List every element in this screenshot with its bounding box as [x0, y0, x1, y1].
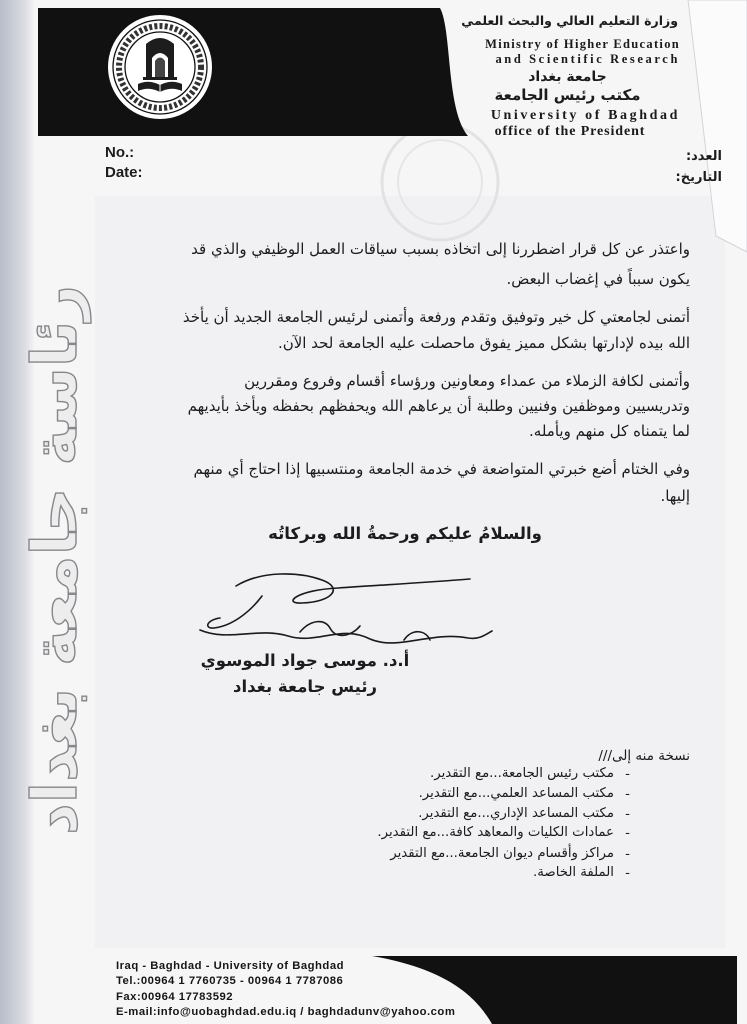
- date-label-ar: التاريخ:: [675, 170, 722, 185]
- list-item: مراكز وأقسام ديوان الجامعة...مع التقدير: [390, 846, 614, 861]
- list-item: مكتب المساعد الإداري...مع التقدير.: [418, 806, 614, 821]
- office-name-ar: مكتب رئيس الجامعة: [494, 86, 641, 104]
- body-line: واعتذر عن كل قرار اضطررنا إلى اتخاذه بسبب سياقات العمل الوظيفي والذي قد: [191, 240, 690, 258]
- list-item: الملفة الخاصة.: [533, 865, 614, 880]
- university-name-en: University of Baghdad: [490, 108, 680, 123]
- footer-fax: Fax:00964 17783592: [116, 991, 234, 1003]
- body-line: يكون سبباً في إغضاب البعض.: [506, 270, 690, 288]
- university-name-ar: جامعة بغداد: [528, 69, 607, 85]
- office-name-en: office of the President: [494, 124, 646, 139]
- footer-email: E-mail:info@uobaghdad.edu.iq / baghdadunv@yahoo.com: [116, 1006, 456, 1018]
- list-bullet: -: [625, 806, 630, 822]
- list-bullet: -: [625, 766, 630, 782]
- header-band: [38, 8, 468, 136]
- body-line: الله بيده لإدارتها بشكل مميز يفوق ماحصلت عليه الجامعة لحد الآن.: [277, 334, 690, 352]
- signatory-title: رئيس جامعة بغداد: [232, 677, 378, 696]
- ministry-name-en-line1: Ministry of Higher Education: [485, 37, 680, 51]
- footer-address: Iraq - Baghdad - University of Baghdad: [116, 960, 345, 972]
- signatory-name: أ.د. موسى جواد الموسوي: [200, 651, 410, 670]
- body-line: لما يتمناه كل منهم ويأمله.: [529, 422, 690, 440]
- date-label: Date:: [105, 164, 143, 181]
- cc-heading: نسخة منه إلى///: [598, 748, 690, 764]
- footer-tel: Tel.:00964 1 7760735 - 00964 1 7787086: [116, 975, 344, 987]
- ministry-name-ar: وزارة التعليم العالي والبحث العلمي: [461, 13, 678, 28]
- list-item: مكتب المساعد العلمي...مع التقدير.: [418, 786, 614, 801]
- body-line: إليها.: [660, 487, 690, 505]
- body-line: وفي الختام أضع خبرتي المتواضعة في خدمة الجامعة ومنتسبيها إذا احتاج أي منهم: [193, 460, 690, 478]
- body-line: وأتمنى لكافة الزملاء من عمداء ومعاونين ورؤساء أقسام وفروع ومقررين: [244, 372, 690, 390]
- ministry-name-en-line2: and Scientific Research: [495, 52, 680, 66]
- number-label-ar: العدد:: [685, 149, 722, 164]
- vertical-watermark: رئاسة جامعة بغداد: [18, 284, 91, 836]
- list-bullet: -: [625, 786, 630, 802]
- list-bullet: -: [625, 825, 630, 841]
- list-item: عمادات الكليات والمعاهد كافة...مع التقدير.: [377, 825, 614, 840]
- list-bullet: -: [625, 865, 630, 881]
- body-line: وتدريسيين وموظفين وفنيين وطلبة أن يرعاهم الله ويحفظهم بحفظه ويأخذ بأيديهم: [187, 397, 690, 415]
- body-line: أتمنى لجامعتي كل خير وتوفيق وتقدم ورفعة وأتمنى لرئيس الجامعة الجديد أن يأخذ: [182, 308, 690, 326]
- closing-greeting: والسلامُ عليكم ورحمةُ الله وبركاتُه: [268, 524, 542, 543]
- list-item: مكتب رئيس الجامعة...مع التقدير.: [430, 766, 614, 781]
- university-logo: [107, 14, 213, 120]
- number-label: No.:: [105, 144, 135, 161]
- list-bullet: -: [625, 846, 630, 862]
